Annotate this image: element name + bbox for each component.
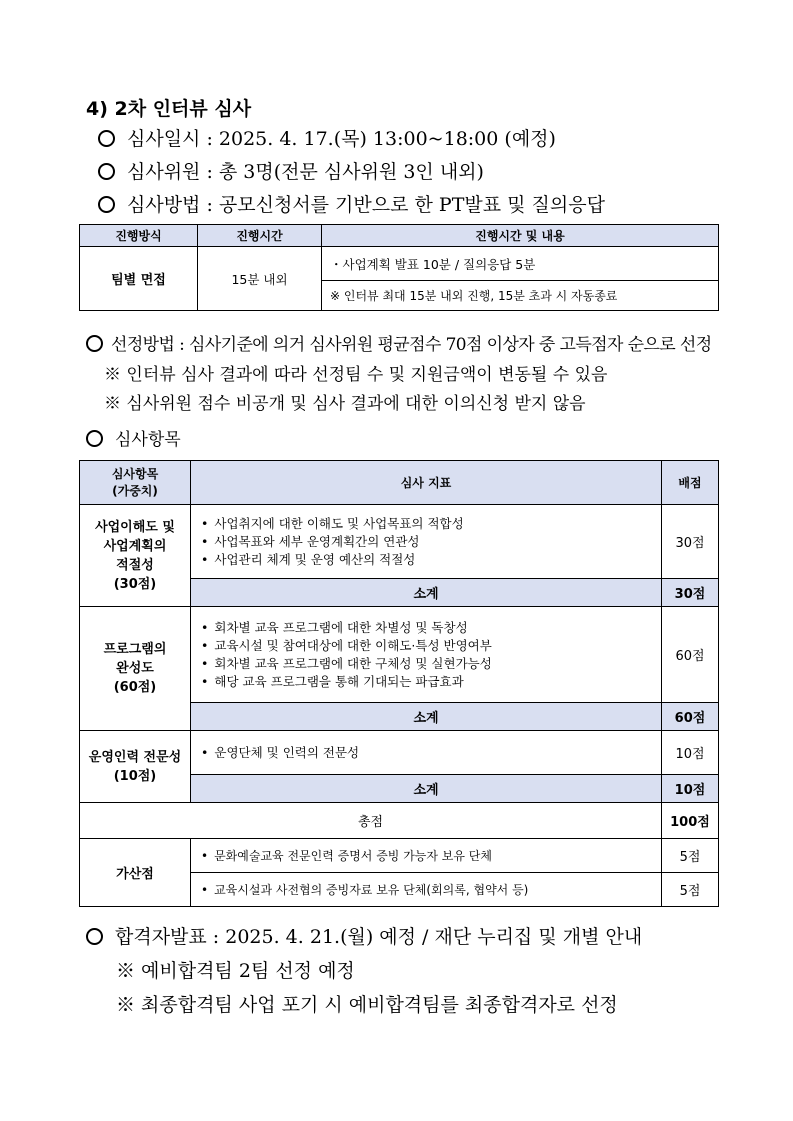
category-1: 사업이해도 및 사업계획의 적절성 (30점) xyxy=(80,505,191,607)
section-heading: 4) 2차 인터뷰 심사 xyxy=(86,98,252,120)
interview-table xyxy=(79,224,719,311)
criteria-table xyxy=(79,460,719,907)
note-final: ※ 최종합격팀 사업 포기 시 예비합격팀를 최종합격자로 선정 xyxy=(116,994,618,1016)
th-category: 심사항목 (가중치) xyxy=(80,461,191,505)
indicator-item: • 사업관리 체계 및 운영 예산의 적절성 xyxy=(201,551,661,569)
indicator-item: • 사업취지에 대한 이해도 및 사업목표의 적합성 xyxy=(201,515,661,533)
th-content: 진행시간 및 내용 xyxy=(322,225,719,247)
subtotal-2: 60점 xyxy=(662,703,719,731)
category-2: 프로그램의 완성도 (60점) xyxy=(80,607,191,731)
indicator-1 xyxy=(191,505,662,579)
bonus-text: • 문화예술교육 전문인력 증명서 증빙 가능자 보유 단체 xyxy=(201,847,661,865)
items-title-line xyxy=(86,425,181,450)
judges-line xyxy=(98,157,484,184)
bonus-item-1 xyxy=(191,839,662,873)
indicator-item: • 회차별 교육 프로그램에 대한 구체성 및 실현가능성 xyxy=(201,655,661,673)
th-method: 진행방식 xyxy=(80,225,198,247)
subtotal-label-3: 소계 xyxy=(191,775,662,803)
indicator-3 xyxy=(191,731,662,775)
schedule-text: 심사일시 : 2025. 4. 17.(목) 13:00~18:00 (예정) xyxy=(127,128,556,150)
selection-line xyxy=(86,330,712,355)
judges-text: 심사위원 : 총 3명(전문 심사위원 3인 내외) xyxy=(127,161,484,183)
cell-content-2: ※ 인터뷰 최대 15분 내외 진행, 15분 초과 시 자동종료 xyxy=(322,281,719,311)
score-1: 30점 xyxy=(662,505,719,579)
bonus-item-2 xyxy=(191,873,662,907)
announce-text: 합격자발표 : 2025. 4. 21.(월) 예정 / 재단 누리집 및 개별 안내 xyxy=(115,926,643,948)
category-3: 운영인력 전문성 (10점) xyxy=(80,731,191,803)
note-private: ※ 심사위원 점수 비공개 및 심사 결과에 대한 이의신청 받지 않음 xyxy=(104,394,586,414)
indicator-item: • 사업목표와 세부 운영계획간의 연관성 xyxy=(201,533,661,551)
circle-bullet-icon xyxy=(98,163,115,180)
th-score: 배점 xyxy=(662,461,719,505)
total-score: 100점 xyxy=(662,803,719,839)
bonus-text: • 교육시설과 사전협의 증빙자료 보유 단체(회의록, 협약서 등) xyxy=(201,881,661,899)
th-indicator: 심사 지표 xyxy=(191,461,662,505)
circle-bullet-icon xyxy=(86,928,103,945)
items-title: 심사항목 xyxy=(115,430,181,450)
announce-line xyxy=(86,922,642,949)
subtotal-label-2: 소계 xyxy=(191,703,662,731)
note-reserve: ※ 예비합격팀 2팀 선정 예정 xyxy=(116,960,355,982)
method-text: 심사방법 : 공모신청서를 기반으로 한 PT발표 및 질의응답 xyxy=(127,194,605,216)
selection-text: 선정방법 : 심사기준에 의거 심사위원 평균점수 70점 이상자 중 고득점자 순으로 선정 xyxy=(111,335,712,355)
subtotal-label-1: 소계 xyxy=(191,579,662,607)
indicator-item: • 교육시설 및 참여대상에 대한 이해도·특성 반영여부 xyxy=(201,637,661,655)
indicator-item: • 운영단체 및 인력의 전문성 xyxy=(201,744,661,762)
bonus-score-1: 5점 xyxy=(662,839,719,873)
indicator-2 xyxy=(191,607,662,703)
bonus-label: 가산점 xyxy=(80,839,191,907)
cell-content-1: ・사업계획 발표 10분 / 질의응답 5분 xyxy=(322,247,719,281)
indicator-item: • 회차별 교육 프로그램에 대한 차별성 및 독창성 xyxy=(201,619,661,637)
total-label: 총점 xyxy=(80,803,662,839)
subtotal-1: 30점 xyxy=(662,579,719,607)
indicator-item: • 해당 교육 프로그램을 통해 기대되는 파급효과 xyxy=(201,673,661,691)
circle-bullet-icon xyxy=(86,430,103,447)
circle-bullet-icon xyxy=(98,130,115,147)
note-variation: ※ 인터뷰 심사 결과에 따라 선정팀 수 및 지원금액이 변동될 수 있음 xyxy=(104,365,608,385)
circle-bullet-icon xyxy=(86,335,103,352)
bonus-score-2: 5점 xyxy=(662,873,719,907)
circle-bullet-icon xyxy=(98,196,115,213)
th-time: 진행시간 xyxy=(198,225,322,247)
schedule-line xyxy=(98,124,556,151)
score-2: 60점 xyxy=(662,607,719,703)
cell-time: 15분 내외 xyxy=(198,247,322,311)
cell-method: 팀별 면접 xyxy=(80,247,198,311)
score-3: 10점 xyxy=(662,731,719,775)
method-line xyxy=(98,190,605,217)
subtotal-3: 10점 xyxy=(662,775,719,803)
